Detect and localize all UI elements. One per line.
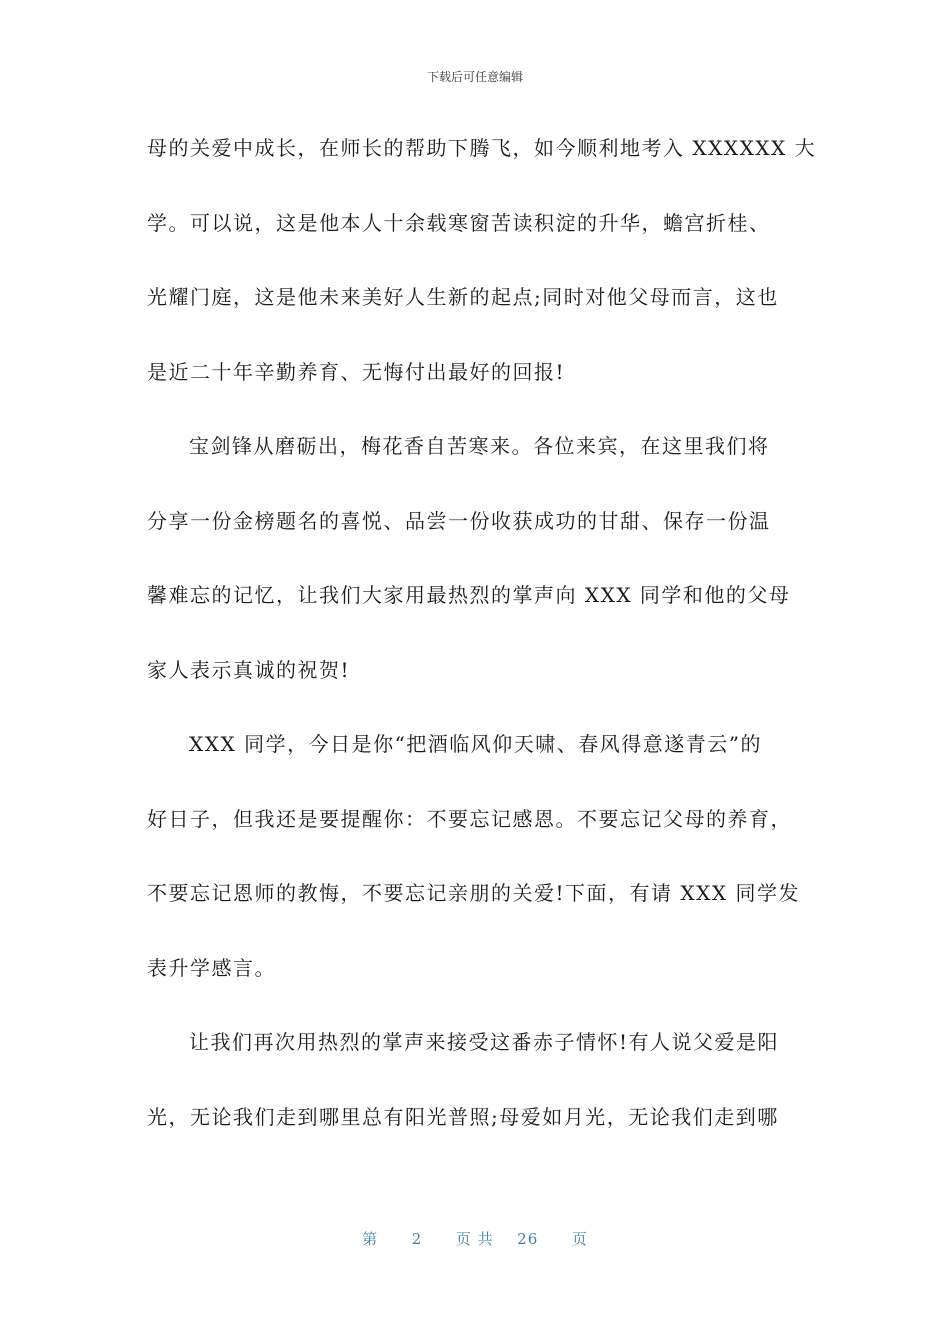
paragraph-first-line: 让我们再次用热烈的掌声来接受这番赤子情怀!有人说父爱是阳 <box>189 1030 780 1054</box>
text-line: 家人表示真诚的祝贺! <box>147 657 351 682</box>
text-line: 分享一份金榜题名的喜悦、品尝一份收获成功的甘甜、保存一份温 <box>147 508 771 533</box>
page-footer <box>0 1228 950 1249</box>
text-line: 学。可以说，这是他本人十余载寒窗苦读积淀的升华，蟾宫折桂、 <box>147 210 771 235</box>
text-line: 表升学感言。 <box>147 955 276 980</box>
paragraph-first-line: 宝剑锋从磨砺出，梅花香自苦寒来。各位来宾，在这里我们将 <box>189 434 770 458</box>
paragraph-first-line: XXX 同学，今日是你“把酒临风仰天啸、春风得意遂青云”的 <box>189 732 763 756</box>
document-body <box>147 120 817 1163</box>
text-line: 好日子，但我还是要提醒你：不要忘记感恩。不要忘记父母的养育， <box>147 806 792 831</box>
page-header-note: 下载后可任意编辑 <box>426 70 523 84</box>
text-line: 不要忘记恩师的教悔，不要忘记亲朋的关爱!下面，有请 XXX 同学发 <box>147 881 800 905</box>
footer-middle: 页 共 <box>455 1230 494 1248</box>
current-page-number: 2 <box>411 1230 423 1248</box>
footer-suffix: 页 <box>571 1230 588 1248</box>
footer-prefix: 第 <box>362 1230 379 1248</box>
text-line: 光，无论我们走到哪里总有阳光普照;母爱如月光，无论我们走到哪 <box>147 1104 779 1129</box>
text-line: 母的关爱中成长，在师长的帮助下腾飞，如今顺利地考入 XXXXXX 大 <box>147 136 817 160</box>
text-line: 是近二十年辛勤养育、无悔付出最好的回报! <box>147 359 566 384</box>
text-line: 馨难忘的记忆，让我们大家用最热烈的掌声向 XXX 同学和他的父母 <box>147 583 791 607</box>
text-line: 光耀门庭，这是他未来美好人生新的起点;同时对他父母而言，这也 <box>147 285 779 309</box>
total-page-count: 26 <box>517 1230 539 1248</box>
